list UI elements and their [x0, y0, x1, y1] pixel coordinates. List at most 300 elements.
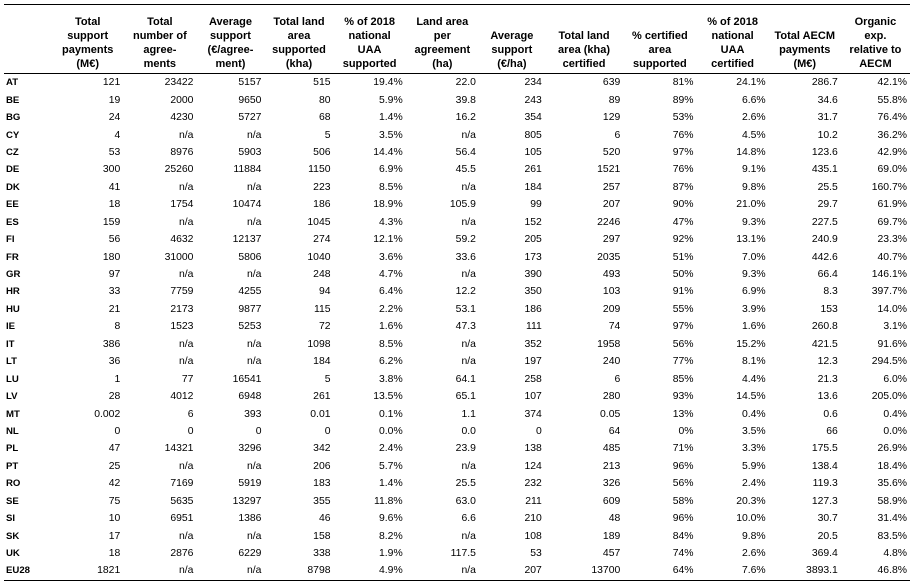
table-cell: n/a: [179, 269, 194, 281]
table-cell: 386: [102, 338, 121, 350]
table-cell: 42.9%: [877, 146, 907, 158]
table-cell: 10.2: [817, 129, 838, 141]
column-header: [406, 5, 479, 74]
table-cell: 94: [318, 286, 331, 298]
table-cell: 158: [313, 530, 331, 542]
table-cell: 124: [524, 460, 542, 472]
table-cell: 26.9%: [877, 443, 907, 455]
table-cell: 6229: [238, 548, 262, 560]
table-cell: 92%: [672, 234, 694, 246]
table-cell: 1523: [170, 321, 194, 333]
table-cell: 69.7%: [877, 216, 907, 228]
country-code: DE: [6, 164, 20, 176]
table-cell: 105.9: [449, 199, 476, 211]
table-row: [4, 214, 910, 231]
table-row: [4, 336, 910, 353]
table-row: [4, 283, 910, 300]
table-cell: 4632: [170, 234, 194, 246]
column-header: [479, 5, 545, 74]
table-cell: 96%: [672, 513, 694, 525]
table-cell: 36.2%: [877, 129, 907, 141]
table-cell: 81%: [672, 77, 694, 89]
column-header: [696, 5, 768, 74]
table-cell: 105: [524, 146, 542, 158]
table-cell: 274: [313, 234, 331, 246]
data-table: [4, 4, 910, 581]
table-row: [4, 458, 910, 475]
table-cell: 355: [313, 495, 331, 507]
country-code: FI: [6, 234, 15, 246]
table-cell: 493: [602, 269, 621, 281]
table-cell: n/a: [247, 269, 262, 281]
column-header-label: Average support (€/agree- ment): [207, 16, 254, 70]
table-cell: 5.9%: [379, 94, 403, 106]
country-code: HR: [6, 286, 20, 298]
table-cell: 24.1%: [736, 77, 766, 89]
table-cell: n/a: [179, 565, 194, 577]
table-cell: 15.2%: [736, 338, 766, 350]
table-cell: 31.7: [817, 112, 838, 124]
column-header-label: % certified area supported: [632, 30, 688, 70]
table-cell: 47.3: [455, 321, 476, 333]
table-cell: n/a: [247, 460, 262, 472]
column-header-label: % of 2018 national UAA supported: [342, 16, 397, 70]
table-cell: 261: [524, 164, 542, 176]
table-cell: 123.6: [811, 146, 838, 158]
table-cell: 211: [525, 495, 542, 507]
table-cell: 210: [524, 513, 542, 525]
table-cell: 1150: [308, 164, 331, 176]
table-cell: 0.0%: [379, 425, 403, 437]
table-cell: 53: [530, 548, 542, 560]
country-code: LT: [6, 356, 18, 368]
table-cell: 93%: [672, 391, 694, 403]
table-cell: 31.4%: [877, 513, 907, 525]
table-cell: 23.9: [455, 443, 476, 455]
table-row: [4, 562, 910, 580]
table-row: [4, 353, 910, 370]
table-cell: 56: [108, 234, 121, 246]
table-cell: 64%: [672, 565, 694, 577]
country-code: SI: [6, 513, 16, 525]
table-cell: 71%: [672, 443, 694, 455]
table-cell: 13%: [672, 408, 694, 420]
table-cell: 87%: [672, 181, 694, 193]
table-cell: 36: [108, 356, 121, 368]
table-cell: 5: [324, 373, 331, 385]
table-cell: 4.8%: [883, 548, 907, 560]
table-cell: 442.6: [811, 251, 838, 263]
country-code: LV: [6, 391, 18, 403]
table-cell: 6951: [170, 513, 194, 525]
table-cell: 294.5%: [871, 356, 907, 368]
table-cell: 180: [102, 251, 121, 263]
table-cell: 257: [602, 181, 621, 193]
table-cell: 56%: [672, 478, 694, 490]
column-header: [123, 5, 196, 74]
table-cell: n/a: [461, 269, 476, 281]
table-cell: n/a: [461, 460, 476, 472]
country-code: SK: [6, 530, 20, 542]
table-cell: n/a: [179, 460, 194, 472]
table-cell: 25260: [164, 164, 194, 176]
table-cell: 515: [313, 77, 331, 89]
table-cell: 2.6%: [741, 112, 766, 124]
table-cell: 61.9%: [877, 199, 907, 211]
table-cell: 1.9%: [379, 548, 403, 560]
table-cell: n/a: [179, 216, 194, 228]
table-cell: 1754: [170, 199, 194, 211]
table-cell: 1.6%: [379, 321, 403, 333]
table-cell: 55.8%: [877, 94, 907, 106]
table-cell: n/a: [461, 216, 476, 228]
table-cell: 29.7: [817, 199, 838, 211]
table-row: [4, 161, 910, 178]
table-row: [4, 388, 910, 405]
table-cell: 58%: [672, 495, 694, 507]
country-code: IE: [6, 321, 16, 333]
table-cell: 152: [524, 216, 542, 228]
column-header: [545, 5, 623, 74]
country-code: CY: [6, 129, 20, 141]
table-cell: 21.0%: [736, 199, 766, 211]
table-cell: 6: [614, 373, 621, 385]
table-cell: 33: [108, 286, 121, 298]
table-cell: n/a: [461, 181, 476, 193]
table-cell: 1.4%: [379, 112, 403, 124]
table-row: [4, 109, 910, 126]
table-cell: 0: [536, 425, 542, 437]
table-cell: 0.002: [94, 408, 121, 420]
table-cell: 129: [602, 112, 621, 124]
table-row: [4, 266, 910, 283]
table-cell: 5727: [238, 112, 262, 124]
table-cell: 2000: [170, 94, 194, 106]
table-cell: 1821: [97, 565, 121, 577]
table-cell: 14.0%: [877, 303, 907, 315]
table-cell: 1386: [238, 513, 262, 525]
table-cell: 10474: [232, 199, 262, 211]
table-cell: 209: [602, 303, 621, 315]
table-cell: 6.2%: [379, 356, 403, 368]
table-row: [4, 545, 910, 562]
table-cell: 76.4%: [877, 112, 907, 124]
table-cell: 2.4%: [379, 443, 403, 455]
table-cell: 639: [602, 77, 621, 89]
table-cell: 2173: [170, 303, 194, 315]
table-cell: 7.0%: [741, 251, 766, 263]
table-cell: 609: [602, 495, 621, 507]
table-cell: n/a: [247, 530, 262, 542]
table-cell: 72: [318, 321, 331, 333]
table-cell: 1.6%: [741, 321, 766, 333]
table-cell: 12137: [232, 234, 262, 246]
country-code: SE: [6, 495, 19, 507]
table-cell: 13.1%: [736, 234, 766, 246]
table-cell: 4.3%: [379, 216, 403, 228]
table-cell: 89: [608, 94, 621, 106]
table-cell: 184: [313, 356, 331, 368]
table-cell: 260.8: [811, 321, 838, 333]
table-cell: 286.7: [811, 77, 838, 89]
table-cell: n/a: [179, 338, 194, 350]
table-cell: 65.1: [455, 391, 476, 403]
column-header: [841, 5, 910, 74]
table-cell: 6.6: [461, 513, 476, 525]
table-cell: 18.9%: [373, 199, 403, 211]
table-cell: 12.3: [817, 356, 838, 368]
table-cell: 4255: [238, 286, 262, 298]
column-header: [52, 5, 123, 74]
table-cell: 9877: [238, 303, 262, 315]
table-cell: 1045: [307, 216, 331, 228]
country-code: FR: [6, 251, 19, 263]
table-cell: 153: [820, 303, 838, 315]
table-cell: 64.1: [455, 373, 476, 385]
table-cell: 18: [108, 548, 121, 560]
table-cell: 8.5%: [379, 338, 403, 350]
table-cell: 25.5: [455, 478, 476, 490]
table-cell: 506: [313, 146, 331, 158]
table-cell: 76%: [672, 164, 694, 176]
table-cell: 352: [524, 338, 542, 350]
column-header: [334, 5, 406, 74]
table-cell: 205: [524, 234, 542, 246]
table-cell: 3.1%: [883, 321, 907, 333]
table-cell: 42.1%: [877, 77, 907, 89]
table-cell: 243: [524, 94, 542, 106]
table-cell: 9650: [238, 94, 262, 106]
table-cell: 14.5%: [736, 391, 766, 403]
table-cell: 108: [524, 530, 542, 542]
table-cell: 11884: [233, 164, 262, 176]
table-cell: 138: [524, 443, 542, 455]
country-code: HU: [6, 303, 20, 315]
table-cell: n/a: [461, 129, 476, 141]
table-cell: 8.1%: [741, 356, 766, 368]
table-cell: 31000: [164, 251, 194, 263]
table-cell: 390: [524, 269, 542, 281]
table-cell: 297: [602, 234, 621, 246]
country-code: EU28: [6, 565, 30, 577]
table-cell: 16541: [232, 373, 262, 385]
table-cell: 127.3: [811, 495, 838, 507]
table-cell: 75: [108, 495, 121, 507]
table-cell: 0.1%: [379, 408, 403, 420]
table-cell: 69.0%: [877, 164, 907, 176]
table-cell: n/a: [461, 338, 476, 350]
table-cell: 240.9: [811, 234, 838, 246]
table-cell: 74%: [672, 548, 694, 560]
table-cell: 47: [108, 443, 121, 455]
table-cell: 8.2%: [379, 530, 403, 542]
table-cell: 8976: [170, 146, 194, 158]
header-country: [4, 5, 52, 74]
table-cell: 80: [318, 94, 331, 106]
table-cell: 173: [524, 251, 542, 263]
country-code: ES: [6, 216, 19, 228]
table-cell: 227.5: [811, 216, 838, 228]
table-cell: 397.7%: [871, 286, 907, 298]
table-cell: 56%: [672, 338, 694, 350]
table-cell: n/a: [461, 356, 476, 368]
table-row: [4, 475, 910, 492]
table-cell: 53: [108, 146, 121, 158]
column-header-label: Total AECM payments (M€): [774, 30, 835, 70]
table-cell: 205.0%: [871, 391, 907, 403]
table-cell: 0: [114, 425, 121, 437]
table-cell: 119.3: [812, 478, 838, 490]
table-cell: n/a: [179, 181, 194, 193]
column-header-label: Average support (€/ha): [490, 30, 534, 70]
table-cell: n/a: [179, 356, 194, 368]
table-cell: 6.9%: [379, 164, 403, 176]
country-code: NL: [6, 425, 19, 437]
table-cell: 0.01: [310, 408, 331, 420]
table-cell: 5806: [238, 251, 262, 263]
table-cell: 3.9%: [741, 303, 766, 315]
table-row: [4, 510, 910, 527]
table-cell: 11.8%: [373, 495, 403, 507]
table-cell: 9.8%: [741, 181, 766, 193]
table-cell: 97: [108, 269, 121, 281]
table-cell: 0.0%: [883, 425, 907, 437]
column-header-label: Land area per agreement (ha): [414, 16, 471, 70]
column-header-label: Total support payments (M€): [62, 16, 114, 70]
table-cell: 0.4%: [741, 408, 766, 420]
table-cell: 76%: [672, 129, 694, 141]
table-cell: 350: [524, 286, 542, 298]
table-cell: 7759: [170, 286, 194, 298]
table-cell: 16.2: [455, 112, 476, 124]
table-cell: 18: [108, 199, 121, 211]
table-cell: 59.2: [455, 234, 476, 246]
country-code: BE: [6, 94, 20, 106]
table-cell: 1040: [307, 251, 331, 263]
table-cell: 184: [524, 181, 542, 193]
table-cell: 0.6: [823, 408, 838, 420]
table-cell: 74: [608, 321, 621, 333]
table-cell: 17: [108, 530, 121, 542]
table-cell: 197: [524, 356, 542, 368]
table-cell: 0: [255, 425, 262, 437]
table-cell: 115: [313, 303, 331, 315]
table-cell: 234: [524, 77, 542, 89]
column-header-label: Total land area (kha) certified: [558, 30, 611, 70]
table-cell: 2.2%: [379, 303, 403, 315]
table-cell: 42: [108, 478, 121, 490]
table-cell: 5: [324, 129, 331, 141]
table-cell: 207: [602, 199, 621, 211]
table-cell: 4012: [170, 391, 194, 403]
table-row: [4, 91, 910, 108]
table-cell: 189: [602, 530, 621, 542]
table-cell: 28: [108, 391, 121, 403]
table-row: [4, 196, 910, 213]
table-cell: 3.3%: [741, 443, 766, 455]
country-code: UK: [6, 548, 20, 560]
table-cell: 97%: [672, 146, 694, 158]
table-cell: n/a: [461, 530, 476, 542]
column-header: [196, 5, 264, 74]
table-cell: 96%: [672, 460, 694, 472]
table-cell: 14.8%: [736, 146, 766, 158]
table-cell: 354: [524, 112, 542, 124]
table-cell: 223: [313, 181, 331, 193]
table-body: [4, 74, 910, 581]
table-cell: 19: [108, 94, 121, 106]
table-cell: 21.3: [817, 373, 838, 385]
table-cell: 6.4%: [379, 286, 403, 298]
table-cell: 89%: [672, 94, 694, 106]
table-row: [4, 527, 910, 544]
table-cell: 2876: [170, 548, 194, 560]
table-cell: 20.3%: [736, 495, 766, 507]
table-cell: 5253: [238, 321, 262, 333]
country-code: BG: [6, 112, 21, 124]
table-cell: 8: [114, 321, 121, 333]
table-cell: 46.8%: [877, 565, 907, 577]
table-cell: 99: [530, 199, 542, 211]
table-cell: 9.6%: [379, 513, 403, 525]
table-cell: 3.5%: [741, 425, 766, 437]
table-cell: 39.8: [455, 94, 476, 106]
table-cell: 805: [524, 129, 542, 141]
table-row: [4, 179, 910, 196]
table-cell: 5.7%: [379, 460, 403, 472]
table-cell: 21: [108, 303, 121, 315]
table-cell: 6948: [238, 391, 262, 403]
country-code: GR: [6, 269, 21, 281]
table-cell: n/a: [247, 338, 262, 350]
table-cell: 421.5: [811, 338, 838, 350]
table-cell: 22.0: [455, 77, 476, 89]
table-cell: 117.5: [450, 548, 476, 560]
table-cell: 1.1: [461, 408, 476, 420]
table-row: [4, 493, 910, 510]
table-cell: 8798: [307, 565, 331, 577]
table-cell: 33.6: [455, 251, 476, 263]
table-cell: 240: [602, 356, 621, 368]
table-cell: 53.1: [455, 303, 476, 315]
table-row: [4, 370, 910, 387]
table-cell: 258: [524, 373, 542, 385]
table-cell: 25.5: [817, 181, 838, 193]
table-row: [4, 440, 910, 457]
table-cell: 6.6%: [741, 94, 766, 106]
table-cell: 2.4%: [741, 478, 766, 490]
table-cell: 186: [524, 303, 542, 315]
table-cell: 4.4%: [741, 373, 766, 385]
table-cell: 0: [324, 425, 331, 437]
table-cell: 46: [318, 513, 331, 525]
table-cell: 6: [614, 129, 621, 141]
table-cell: 23422: [164, 77, 194, 89]
country-code: PT: [6, 460, 19, 472]
table-cell: 206: [313, 460, 331, 472]
header-row: [4, 5, 910, 74]
table-cell: 207: [524, 565, 542, 577]
table-cell: 8.3: [823, 286, 838, 298]
table-cell: 4.7%: [379, 269, 403, 281]
table-cell: 10.0%: [736, 513, 766, 525]
table-cell: 77%: [672, 356, 694, 368]
table-cell: 64: [608, 425, 621, 437]
country-code: DK: [6, 181, 20, 193]
table-cell: 338: [313, 548, 331, 560]
table-cell: n/a: [247, 129, 262, 141]
table-cell: 0: [187, 425, 194, 437]
